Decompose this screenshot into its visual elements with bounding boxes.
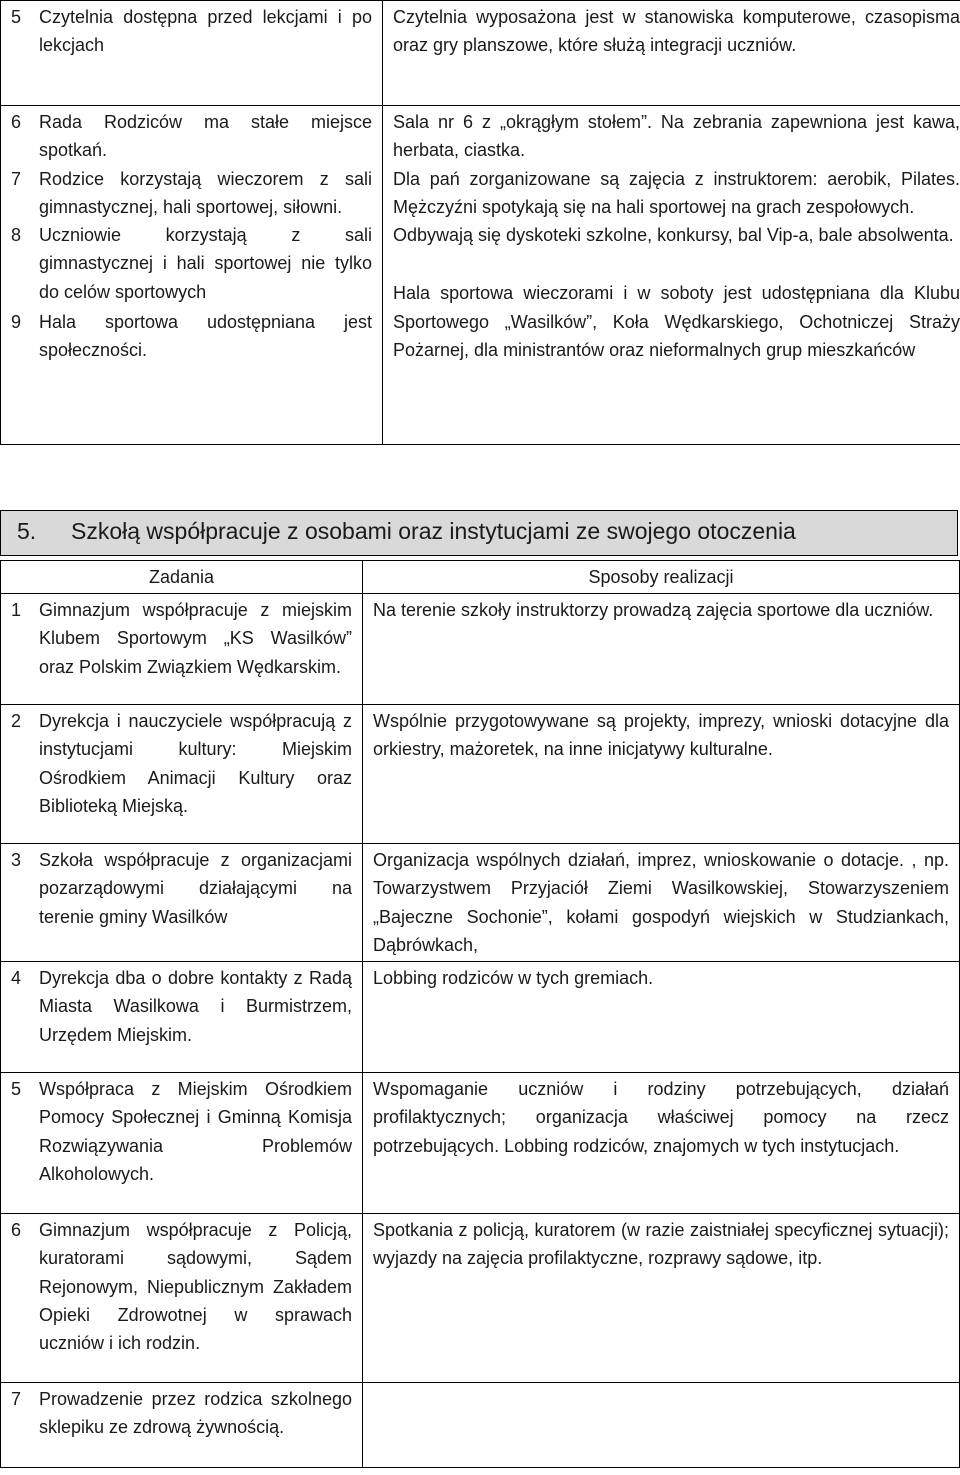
list-item [11,308,372,365]
item-number: 5 [11,7,22,27]
method-cell [383,1,960,106]
task-cell [1,962,363,1073]
method-text: Czytelnia wyposażona jest w stanowiska komputerowe, czasopisma oraz gry planszowe, które służą integracji uczniów. [393,7,960,56]
item-number: 6 [11,1220,22,1241]
method-cell: Organizacja wspólnych działań, imprez, wnioskowanie o dotacje. , np. Towarzystwem Przyjaciół Ziemi Wasilkowskiej, Stowarzyszeniem „Bajeczne Sochonie”, kołami gospodyń wiejskich w Studziankach, Dąbrówkach, [363,844,960,962]
list-item [11,108,372,165]
table-row [1,106,960,445]
item-text: Rada Rodziców ma stałe miejsce spotkań. [39,112,372,161]
task-cell [1,844,363,962]
task-text: Współpraca z Miejskim Ośrodkiem Pomocy Społecznej i Gminną Komisja Rozwiązywania Problemów Alkoholowych. [39,1079,352,1185]
task-cell [1,1383,363,1468]
method-cell: Wspólnie przygotowywane są projekty, imprezy, wnioski dotacyjne dla orkiestry, mażoretek, na inne inicjatywy kulturalne. [363,705,960,844]
item-number: 2 [11,711,22,731]
table-row [1,1214,960,1383]
method-text: Hala sportowa wieczorami i w soboty jest udostępniana dla Klubu Sportowego „Wasilków”, Koła Wędkarskiego, Ochotniczej Straży Pożarnej, dla ministrantów oraz nieformalnych grup mieszkańców [393,283,960,361]
list-item [11,221,372,306]
task-text: Dyrekcja dba o dobre kontakty z Radą Miasta Wasilkowa i Burmistrzem, Urzędem Miejskim. [39,968,352,1045]
section-title: Szkołą współpracuje z osobami oraz instytucjami ze swojego otoczenia [71,518,796,544]
method-cell [383,106,960,445]
cooperation-table [0,560,960,1468]
list-item [11,165,372,222]
task-text: Dyrekcja i nauczyciele współpracują z instytucjami kultury: Miejskim Ośrodkiem Animacji Kultury oraz Biblioteką Miejską. [39,711,352,816]
method-cell: Lobbing rodziców w tych gremiach. [363,962,960,1073]
method-cell [363,1383,960,1468]
method-text: Sala nr 6 z „okrągłym stołem”. Na zebrania zapewniona jest kawa, herbata, ciastka. [393,112,960,161]
table-row [1,1,960,106]
method-cell: Spotkania z policją, kuratorem (w razie zaistniałej specyficznej sytuacji); wyjazdy na zajęcia profilaktyczne, rozprawy sądowe, itp. [363,1214,960,1383]
table-row [1,594,960,705]
task-cell [1,1214,363,1383]
item-text: Rodzice korzystają wieczorem z sali gimnastycznej, hali sportowej, siłowni. [39,168,372,217]
method-text: Dla pań zorganizowane są zajęcia z instruktorem: aerobik, Pilates. Mężczyźni spotykają się na hali sportowej na grach zespołowych. [393,168,960,217]
item-number: 8 [11,225,22,246]
method-cell: Na terenie szkoły instruktorzy prowadzą zajęcia sportowe dla uczniów. [363,594,960,705]
task-cell [1,1,383,106]
task-cell [1,705,363,844]
task-text: Szkoła współpracuje z organizacjami pozarządowymi działającymi na terenie gminy Wasilków [39,850,352,927]
item-text: Uczniowie korzystają z sali gimnastycznej i hali sportowej nie tylko do celów sportowych [39,225,372,302]
table-row [1,844,960,962]
table-row [1,1073,960,1214]
method-cell: Wspomaganie uczniów i rodziny potrzebujących, działań profilaktycznych; organizacja właściwej pomocy na rzecz potrzebujących. Lobbing rodziców, znajomych w tych instytucjach. [363,1073,960,1214]
task-cell [1,1073,363,1214]
item-number: 3 [11,850,22,870]
item-number: 7 [11,1389,22,1410]
task-cell [1,106,383,445]
table-row [1,705,960,844]
resources-table [0,0,960,445]
item-text: Czytelnia dostępna przed lekcjami i po lekcjach [39,7,372,56]
task-text: Gimnazjum współpracuje z Policją, kuratorami sądowymi, Sądem Rejonowym, Niepublicznym Zakładem Opieki Zdrowotnej w sprawach uczniów i ich rodzin. [39,1220,352,1354]
method-text: Odbywają się dyskoteki szkolne, konkursy, bal Vip-a, bale absolwenta. [393,225,954,246]
table-header-row [1,561,960,594]
item-number: 1 [11,600,22,620]
table-row [1,962,960,1073]
item-text: Hala sportowa udostępniana jest społeczności. [39,312,372,361]
header-methods: Sposoby realizacji [363,561,960,594]
task-text: Prowadzenie przez rodzica szkolnego sklepiku ze zdrową żywnością. [39,1389,352,1438]
task-cell [1,594,363,705]
item-number: 9 [11,312,22,333]
list-item [11,3,372,60]
item-number: 5 [11,1079,22,1100]
item-number: 6 [11,112,22,132]
task-text: Gimnazjum współpracuje z miejskim Klubem Sportowym „KS Wasilków” oraz Polskim Związkiem Wędkarskim. [39,600,352,677]
table-row [1,1383,960,1468]
item-number: 7 [11,168,22,189]
item-number: 4 [11,968,22,989]
header-tasks: Zadania [1,561,363,594]
section-heading [0,510,958,556]
section-number: 5. [17,518,37,544]
